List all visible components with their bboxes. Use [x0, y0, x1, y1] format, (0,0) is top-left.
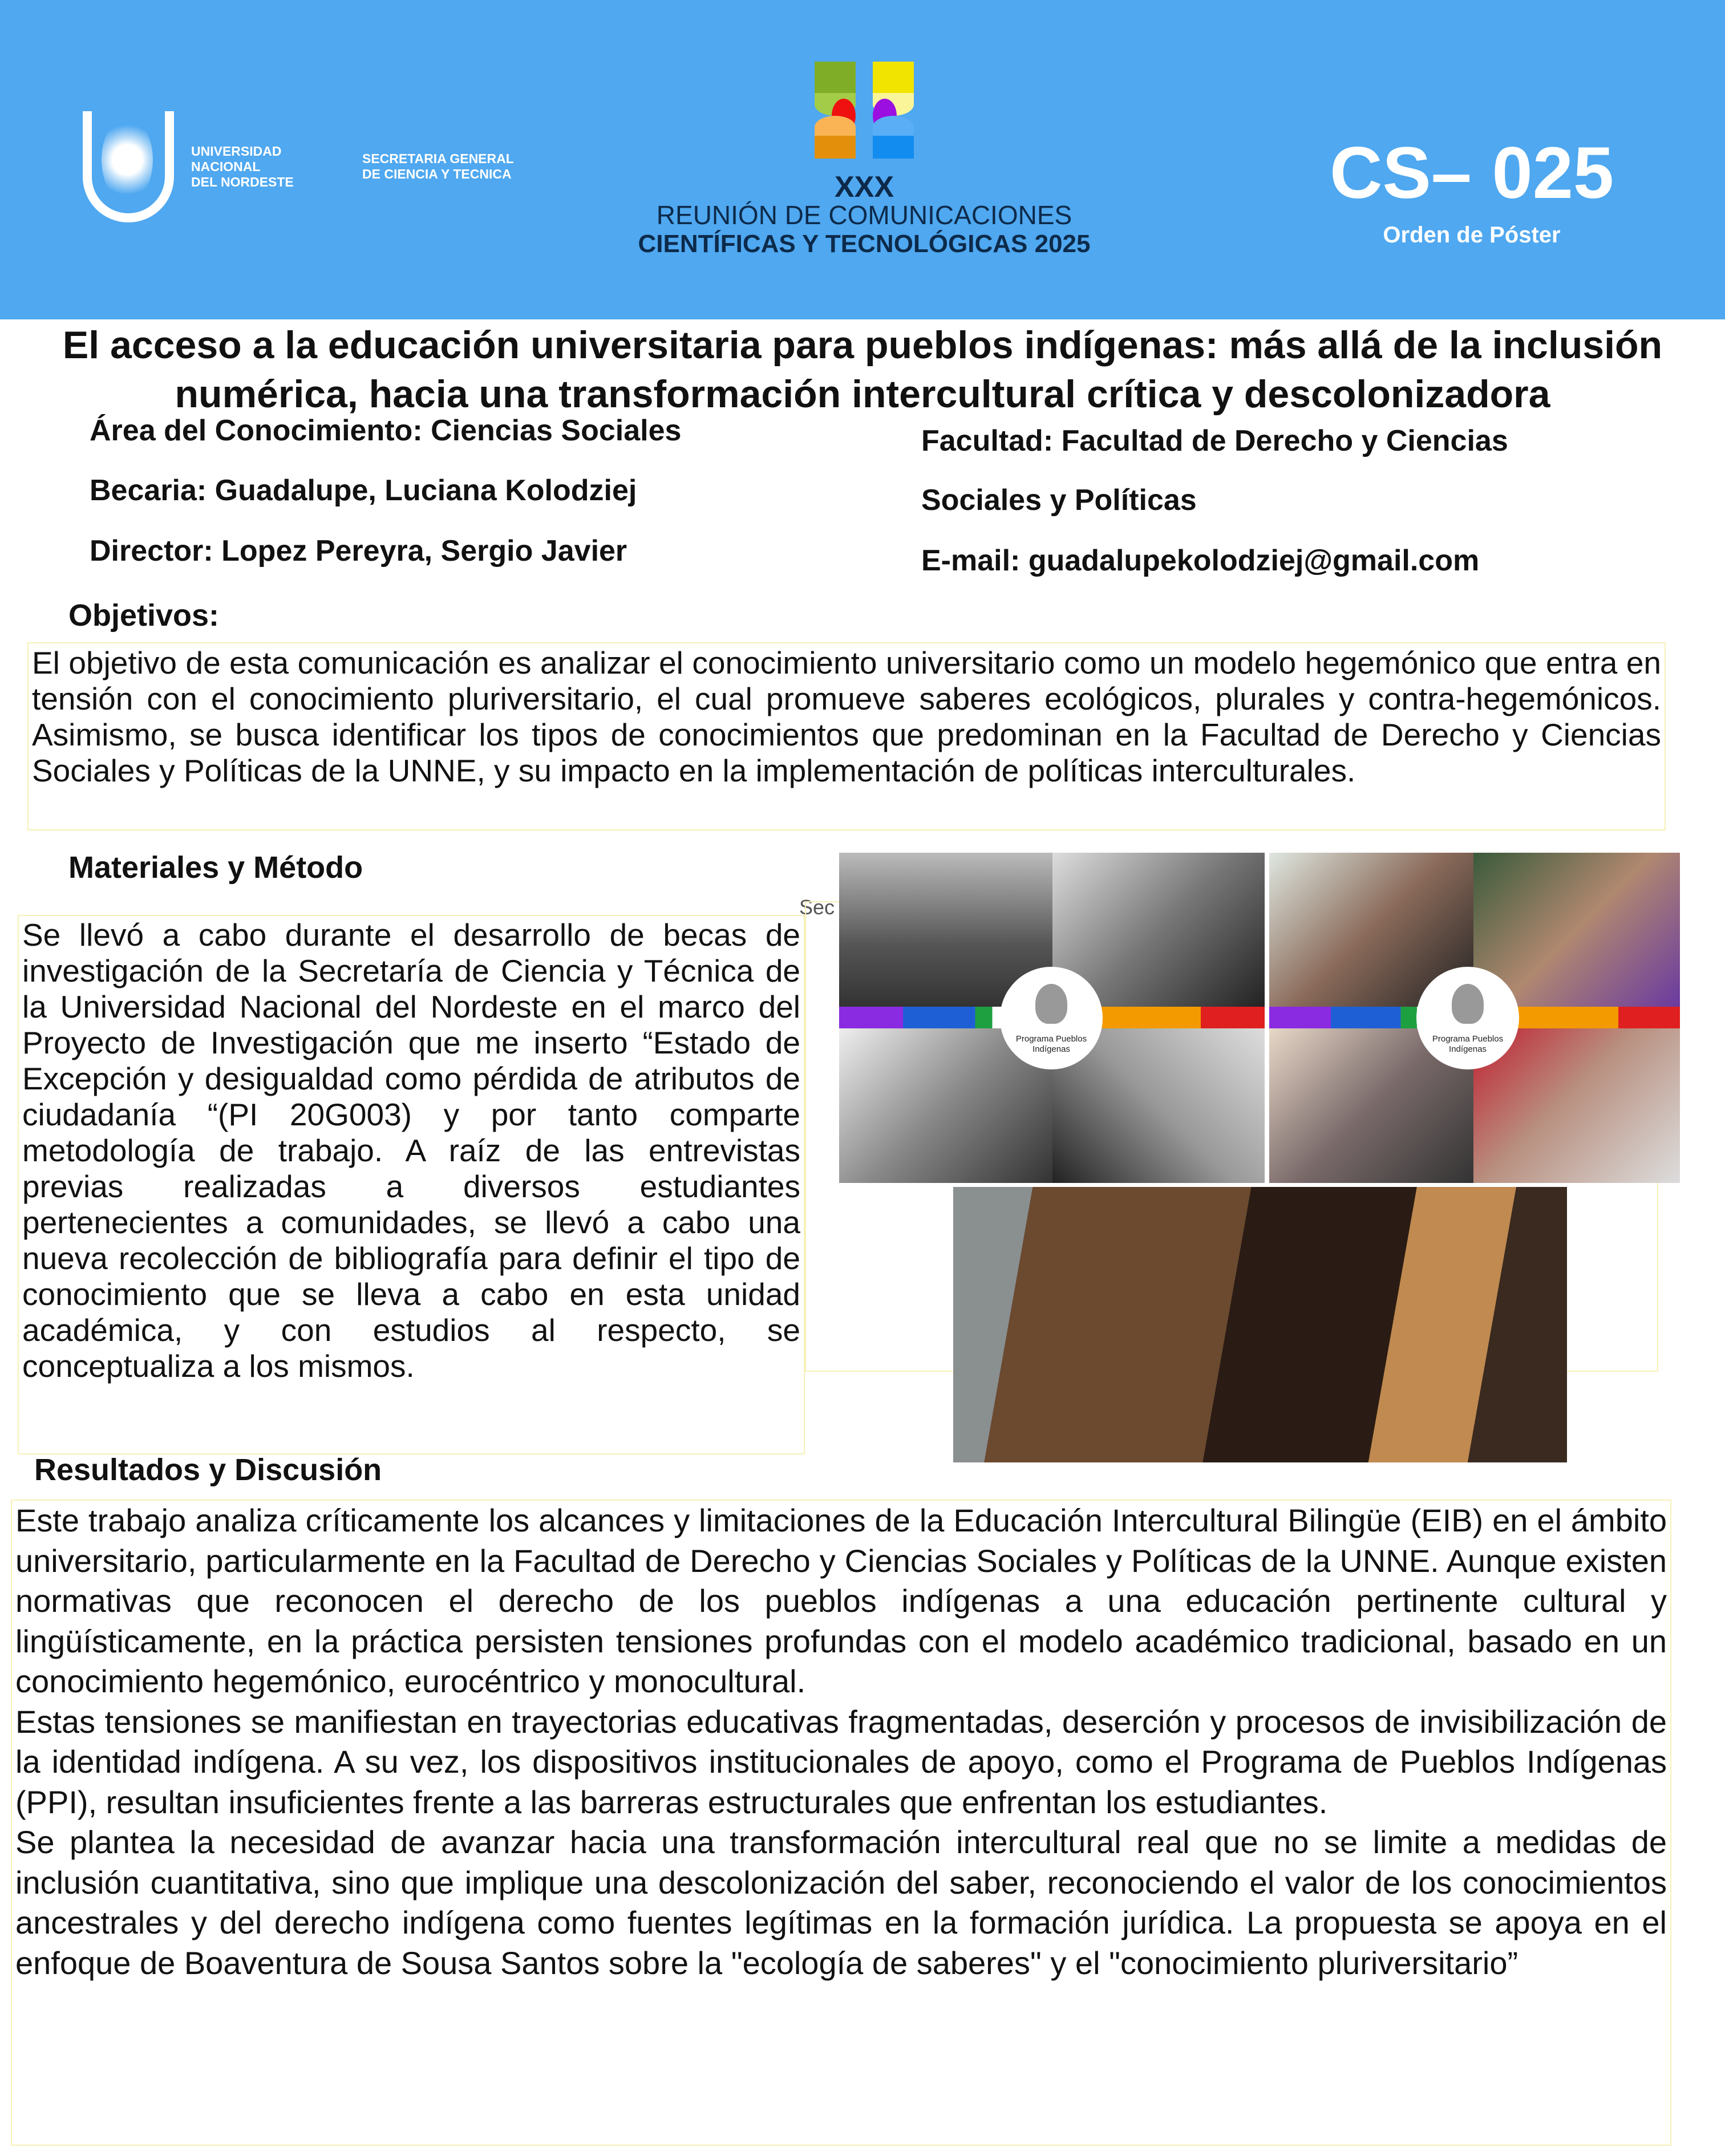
- objetivos-text: El objetivo de esta comunicación es analizar el conocimiento universitario como un modelo hegemónico que entra en tensión con el conocimiento pluriversitario, el cual promueve saberes ecológicos, plurales y contra-hegemónicos. Asimismo, se busca identificar los tipos de conocimientos que predominan en la Facultad de Derecho y Ciencias Sociales y Políticas de la UNNE, y su impacto en la implementación de políticas interculturales.: [27, 642, 1666, 830]
- university-line: NACIONAL: [191, 159, 261, 174]
- emu-icon: [1452, 984, 1484, 1024]
- director-label: Director: Lopez Pereyra, Sergio Javier: [90, 534, 627, 568]
- metodo-heading: Materiales y Método: [68, 850, 363, 885]
- title-line: El acceso a la educación universitaria para pueblos indígenas: más allá de la inclusión: [62, 323, 1663, 367]
- conference-name-line2: CIENTÍFICAS Y TECNOLÓGICAS 2025: [638, 230, 1091, 258]
- objetivos-heading: Objetivos:: [68, 598, 220, 633]
- header-banner: [0, 0, 1725, 319]
- resultados-paragraph: Se plantea la necesidad de avanzar hacia una transformación intercultural real que no se limite a medidas de inclusión cuantitativa, sino que implique una descolonización del saber, reconociendo el valor de los conocimientos ancestrales y del derecho indígena como fuentes legítimas en la formación jurídica. La propuesta se apoya en el enfoque de Boaventura de Sousa Santos sobre la "ecología de saberes" y el "conocimiento pluriversitario”: [15, 1824, 1667, 1981]
- programa-badge-icon: [1000, 967, 1103, 1069]
- resultados-paragraph: Este trabajo analiza críticamente los alcances y limitaciones de la Educación Intercultural Bilingüe (EIB) en el ámbito universitario, particularmente en la Facultad de Derecho y Ciencias Sociales y Políticas de la UNNE. Aunque existen normativas que reconocen el derecho de los pueblos indígenas a una educación pertinente cultural y lingüísticamente, en la práctica persisten tensiones profundas con el modelo académico tradicional, basado en un conocimiento hegemónico, eurocéntrico y monocultural.: [15, 1502, 1667, 1699]
- poster-code: CS– 025: [1329, 132, 1614, 214]
- programa-badge-icon: [1416, 967, 1519, 1069]
- emu-icon: [1035, 984, 1067, 1024]
- university-line: UNIVERSIDAD: [191, 144, 282, 159]
- university-name: [191, 144, 294, 190]
- university-line: DEL NORDESTE: [191, 175, 294, 189]
- conference-logo-icon: [815, 62, 914, 159]
- resultados-paragraph: Estas tensiones se manifiestan en trayectorias educativas fragmentadas, deserción y procesos de invisibilización de la identidad indígena. A su vez, los dispositivos institucionales de apoyo, como el Programa de Pueblos Indígenas (PPI), resultan insuficientes frente a las barreras estructurales que enfrentan los estudiantes.: [15, 1703, 1667, 1820]
- poster-code-label: Orden de Póster: [1383, 222, 1561, 248]
- badge-text: Programa Pueblos Indígenas: [1015, 1034, 1087, 1054]
- title-line: numérica, hacia una transformación intercultural crítica y descolonizadora: [175, 372, 1550, 416]
- resultados-text: [11, 1500, 1671, 2146]
- secretaria-name: [362, 151, 514, 182]
- conference-edition: XXX: [834, 171, 894, 204]
- facultad-label-cont: Sociales y Políticas: [921, 484, 1197, 517]
- poster-title: [0, 321, 1725, 419]
- metodo-text: Se llevó a cabo durante el desarrollo de becas de investigación de la Secretaría de Ciencia y Técnica de la Universidad Nacional del Nordeste en el marco del Proyecto de Investigación que me inserto “Estado de Excepción y desigualdad como pérdida de atributos de ciudadanía “(PI 20G003) y por tanto comparte metodología de trabajo. A raíz de las entrevistas previas realizadas a diversos estudiantes pertenecientes a comunidades, se llevó a cabo una nueva recolección de bibliografía para definir el tipo de conocimiento que se lleva a cabo en esta unidad académica, y con estudios al respecto, se conceptualiza a los mismos.: [18, 915, 805, 1454]
- sun-icon: [102, 117, 153, 202]
- photo-collage: [839, 853, 1680, 1183]
- area-label: Área del Conocimiento: Ciencias Sociales: [90, 414, 682, 447]
- facultad-label: Facultad: Facultad de Derecho y Ciencias: [921, 424, 1508, 457]
- conference-name-line1: REUNIÓN DE COMUNICACIONES: [656, 200, 1072, 230]
- resultados-heading: Resultados y Discusión: [34, 1453, 382, 1487]
- email-label: E-mail: guadalupekolodziej@gmail.com: [921, 544, 1480, 577]
- secretaria-line: DE CIENCIA Y TECNICA: [362, 167, 512, 181]
- panel-event-photo: [953, 1187, 1567, 1462]
- secretaria-line: SECRETARIA GENERAL: [362, 151, 514, 166]
- badge-text: Programa Pueblos Indígenas: [1432, 1034, 1504, 1054]
- becaria-label: Becaria: Guadalupe, Luciana Kolodziej: [90, 474, 637, 507]
- overflow-text: Sec: [799, 895, 835, 919]
